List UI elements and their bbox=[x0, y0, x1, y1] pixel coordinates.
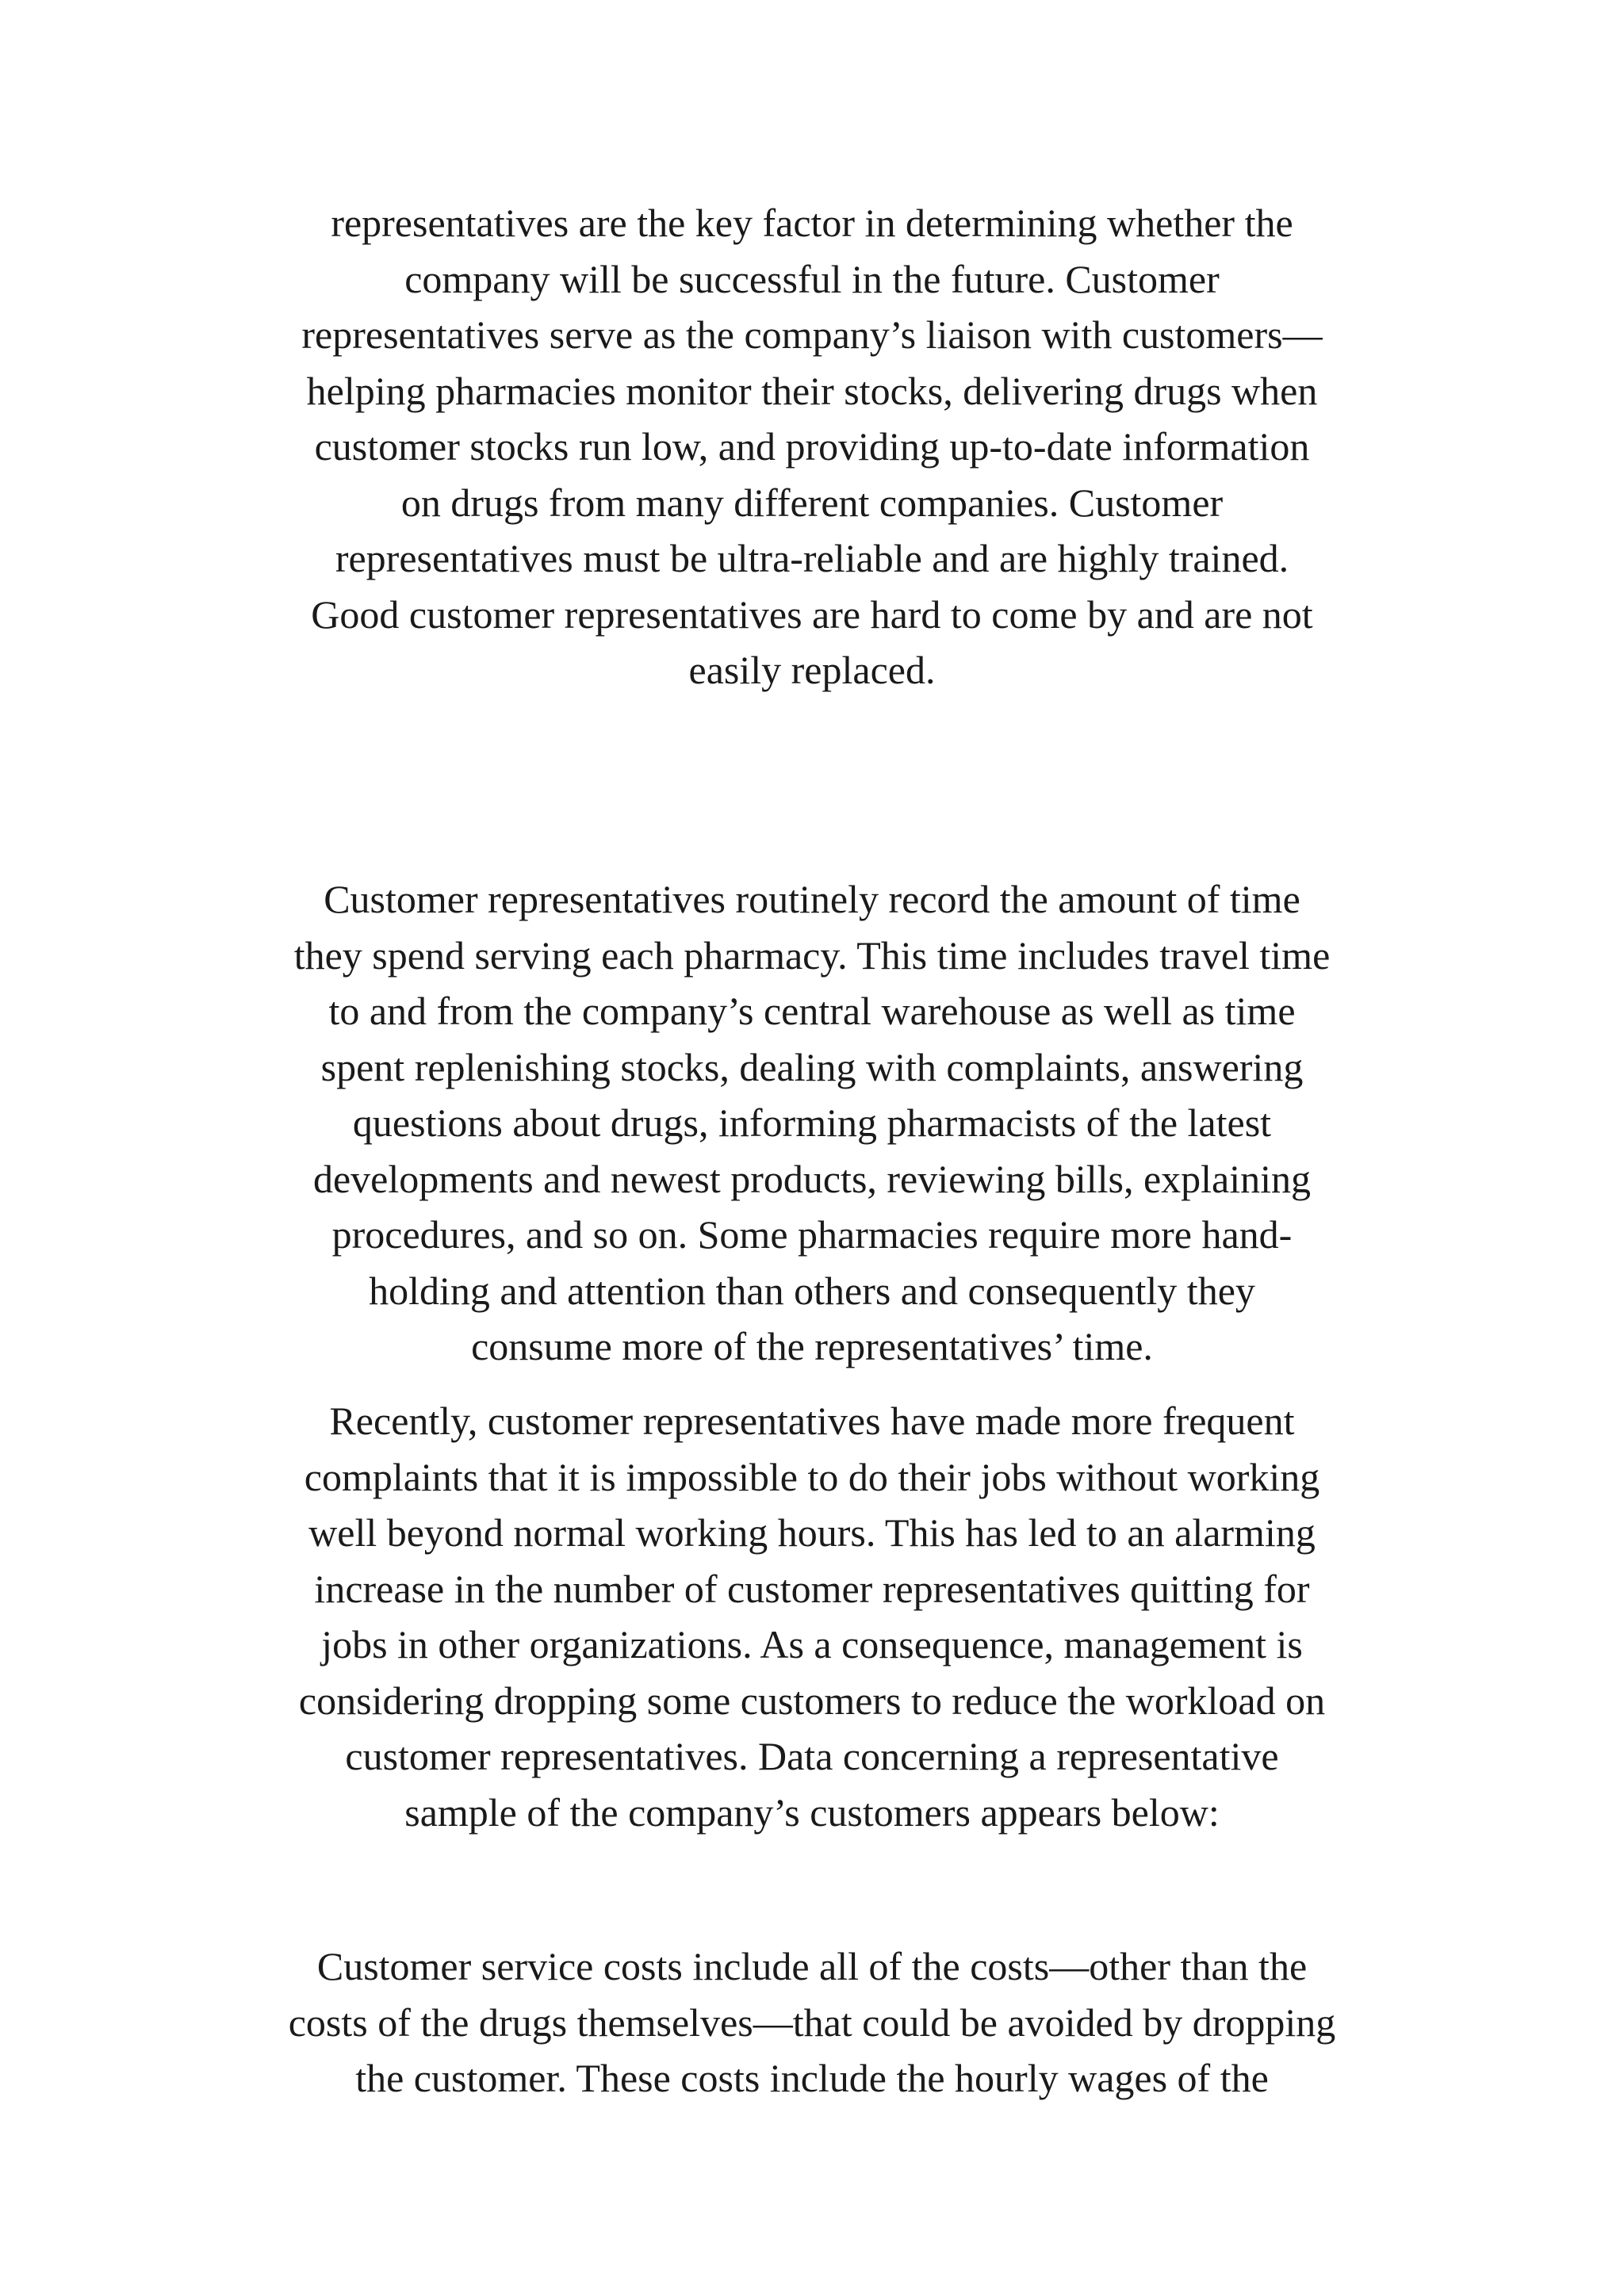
text-line: customer stocks run low, and providing up-to-date information bbox=[314, 424, 1310, 469]
text-line: jobs in other organizations. As a consequence, management is bbox=[321, 1622, 1303, 1667]
text-line: company will be successful in the future. Customer bbox=[404, 256, 1220, 301]
text-line: on drugs from many different companies. Customer bbox=[400, 480, 1224, 525]
text-line: customer representatives. Data concerning a representative bbox=[345, 1734, 1279, 1778]
text-line: Customer service costs include all of the costs—other than the bbox=[316, 1944, 1308, 1988]
text-line: increase in the number of customer representatives quitting for bbox=[314, 1566, 1310, 1611]
paragraph-customer-service-costs bbox=[190, 1938, 1434, 2107]
text-line: representatives are the key factor in determining whether the bbox=[331, 201, 1293, 245]
text-line: spent replenishing stocks, dealing with complaints, answering bbox=[320, 1044, 1304, 1089]
text-line: easily replaced. bbox=[688, 648, 936, 692]
text-line: helping pharmacies monitor their stocks, delivering drugs when bbox=[306, 368, 1318, 413]
text-line: Recently, customer representatives have made more frequent bbox=[329, 1399, 1295, 1443]
text-line: procedures, and so on. Some pharmacies require more hand- bbox=[331, 1212, 1293, 1257]
text-line: considering dropping some customers to reduce the workload on bbox=[298, 1678, 1326, 1723]
text-line: Customer representatives routinely record the amount of time bbox=[324, 877, 1300, 921]
text-line: consume more of the representatives’ time. bbox=[471, 1324, 1153, 1368]
text-line: complaints that it is impossible to do their jobs without working bbox=[304, 1454, 1320, 1499]
text-line: representatives serve as the company’s liaison with customers— bbox=[301, 312, 1323, 357]
paragraph-time-recording bbox=[190, 871, 1434, 1375]
text-line: costs of the drugs themselves—that could be avoided by dropping bbox=[288, 1999, 1336, 2045]
text-line: Good customer representatives are hard to come by and are not bbox=[311, 591, 1313, 637]
text-line: questions about drugs, informing pharmacists of the latest bbox=[352, 1100, 1272, 1145]
text-line: they spend serving each pharmacy. This time includes travel time bbox=[293, 932, 1331, 978]
text-line: to and from the company’s central warehouse as well as time bbox=[328, 989, 1296, 1033]
text-line: well beyond normal working hours. This has led to an alarming bbox=[308, 1510, 1316, 1555]
text-line: representatives must be ultra-reliable and are highly trained. bbox=[335, 536, 1289, 580]
text-line: sample of the company’s customers appears below: bbox=[404, 1789, 1220, 1835]
text-line: the customer. These costs include the hourly wages of the bbox=[355, 2056, 1269, 2100]
paragraph-recent-complaints bbox=[190, 1393, 1434, 1840]
text-line: developments and newest products, reviewing bills, explaining bbox=[312, 1156, 1312, 1201]
text-line: holding and attention than others and consequently they bbox=[369, 1268, 1255, 1313]
paragraph-representatives-key-factor bbox=[190, 195, 1434, 698]
